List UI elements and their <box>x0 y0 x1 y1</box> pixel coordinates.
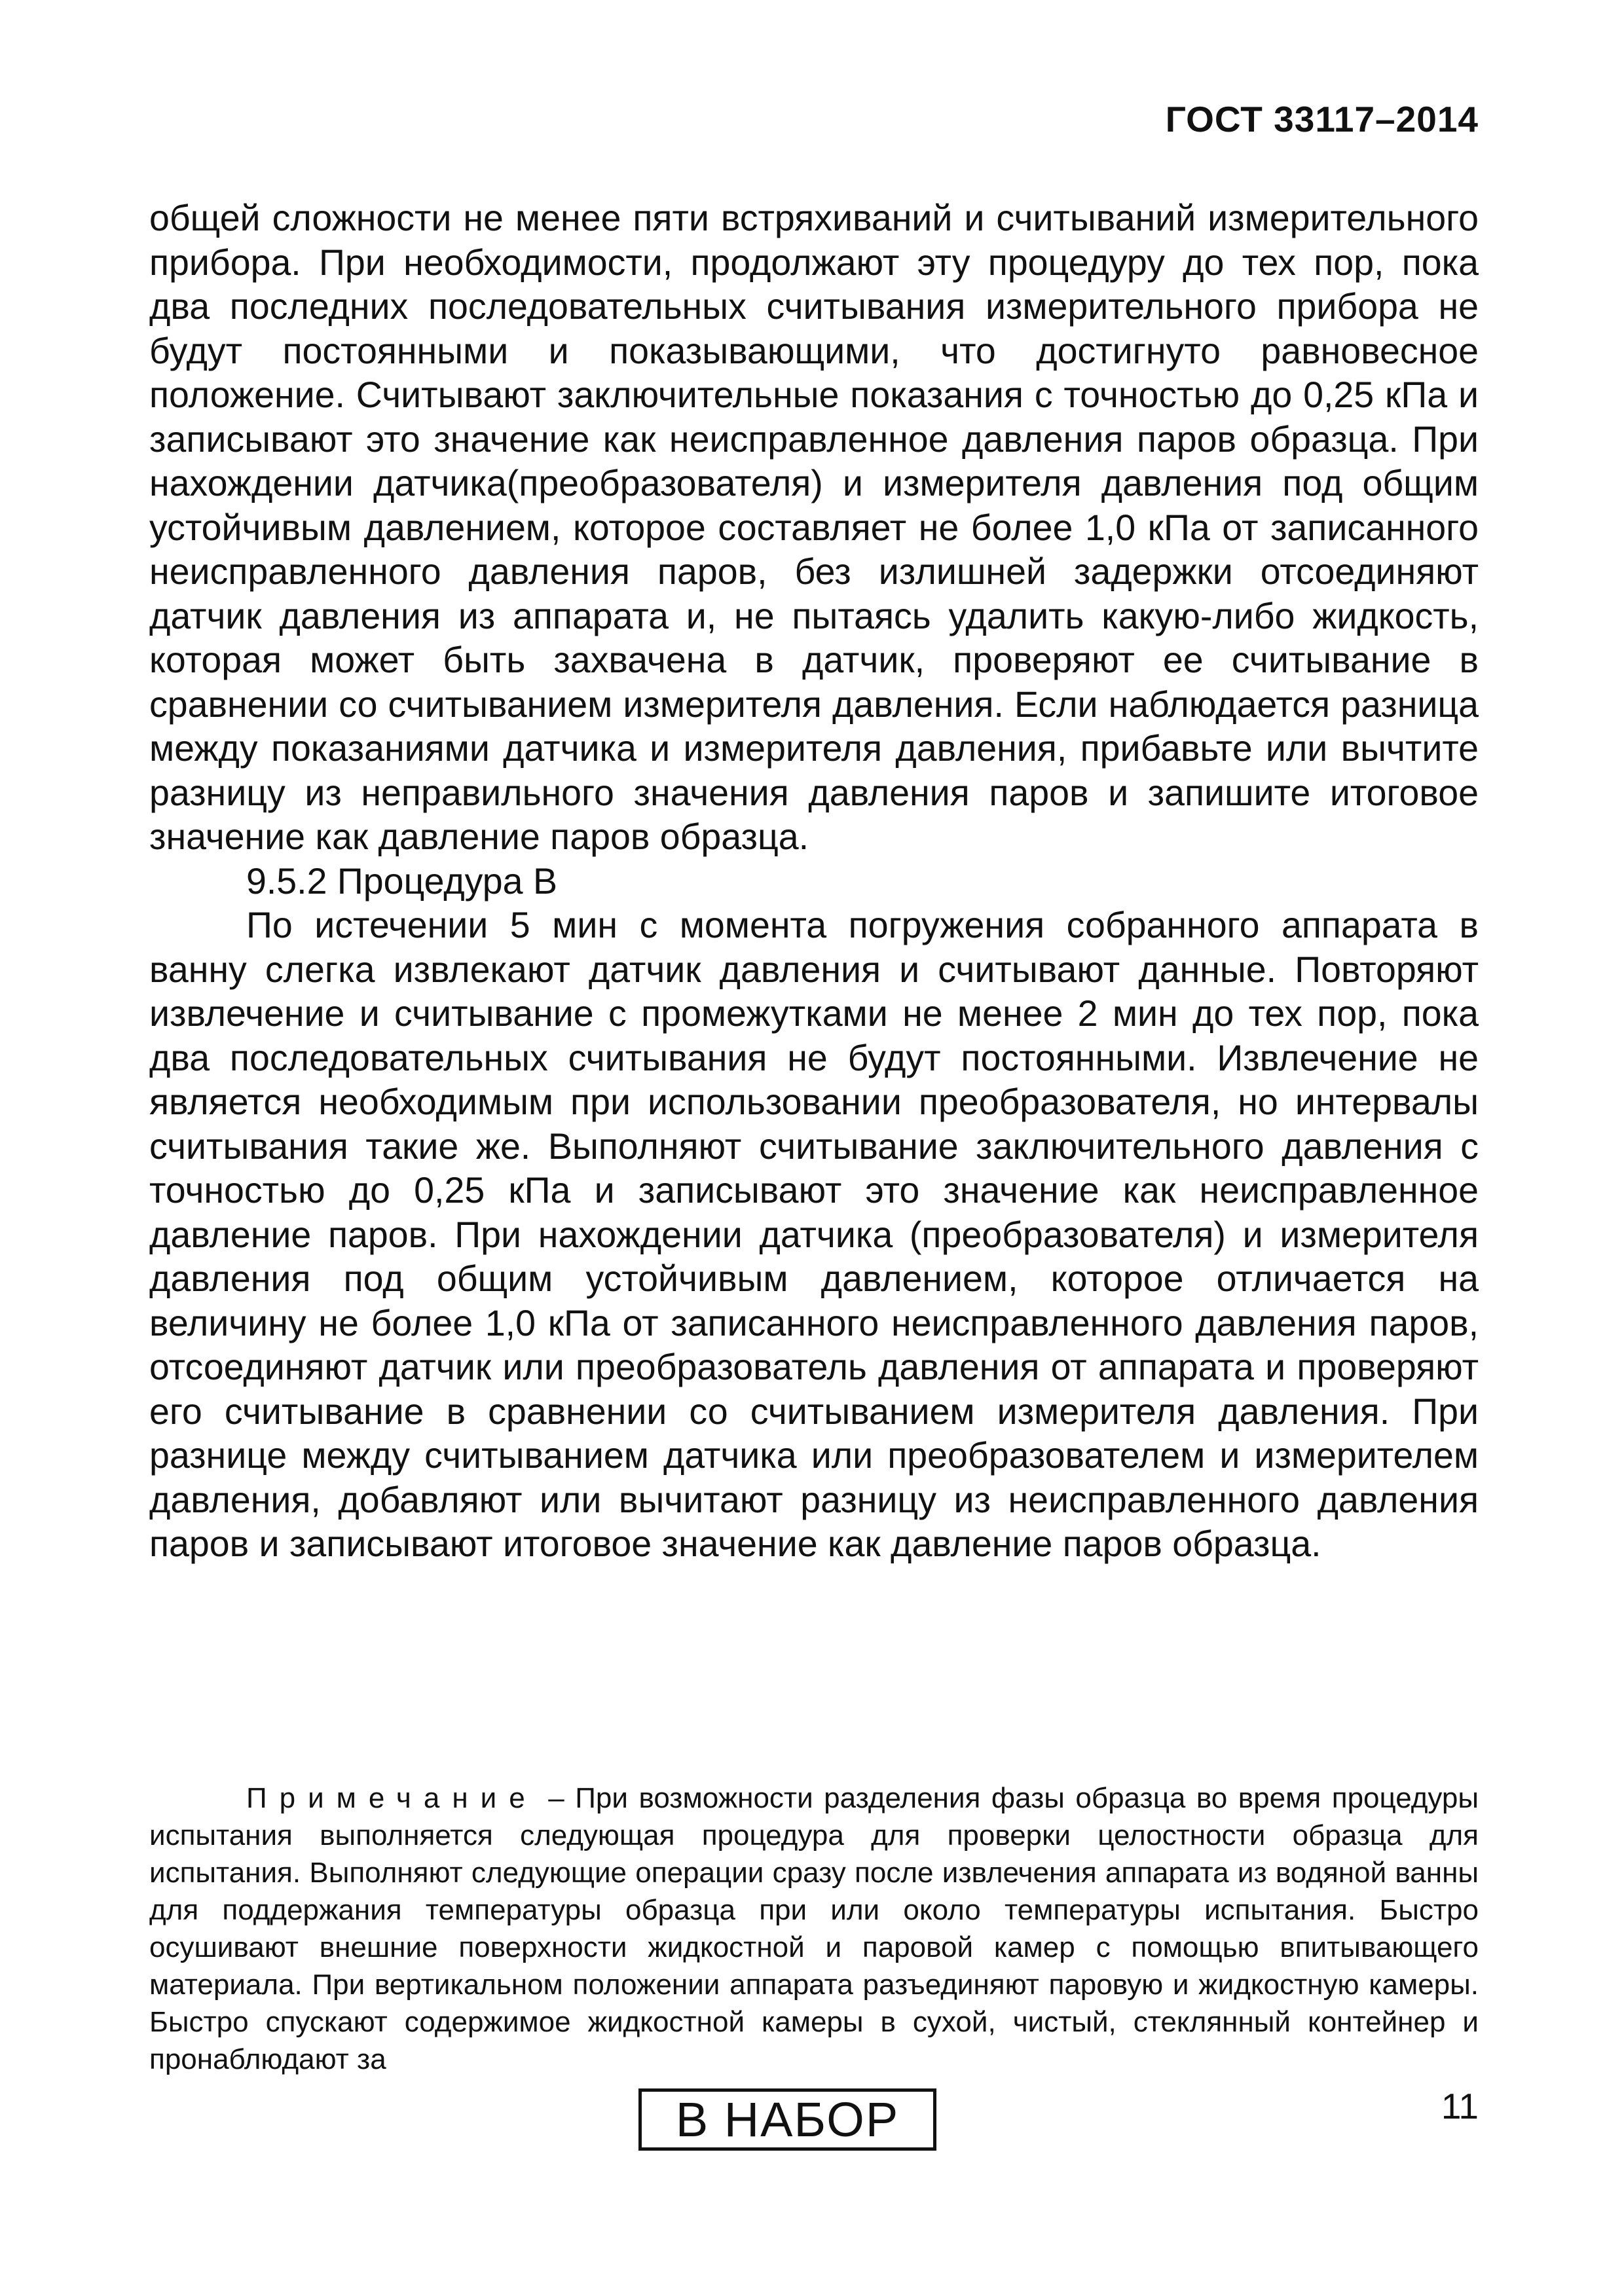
section-heading: 9.5.2 Процедура В <box>246 860 557 902</box>
stamp-box <box>638 2088 936 2151</box>
note-text: – При возможности разделения фазы образца во время процедуры испытания выполняется следующая процедура для проверки целостности образца для испытания. Выполняют следующие операции сразу после извлечения аппарата из водяной ванны для поддержания температуры образца при или около температуры испытания. Быстро осушивают внешние поверхности жидкостной и паровой камер с помощью впитывающего материала. При вертикальном положении аппарата разъединяют паровую и жидкостную камеры. Быстро спускают содержимое жидкостной камеры в сухой, чистый, стеклянный контейнер и пронаблюдают за <box>149 1782 1479 2075</box>
standard-id: ГОСТ 33117–2014 <box>1165 99 1479 139</box>
note-paragraph <box>149 1779 1479 2078</box>
paragraph-procedure-b: По истечении 5 мин с момента погружения собранного аппарата в ванну слегка извлекают датчик давления и считывают данные. Повторяют извлечение и считывание с промежутками не менее 2 мин до тех пор, пока два последовательных считывания не будут постоянными. Извлечение не является необходимым при использовании преобразователя, но интервалы считывания такие же. Выполняют считывание заключительного давления с точностью до 0,25 кПа и записывают это значение как неисправленное давление паров. При нахождении датчика (преобразователя) и измерителя давления под общим устойчивым давлением, которое отличается на величину не более 1,0 кПа от записанного неисправленного давления паров, отсоединяют датчик или преобразователь давления от аппарата и проверяют его считывание в сравнении со считыванием измерителя давления. При разнице между считыванием датчика или преобразователем и измерителем давления, добавляют или вычитают разницу из неисправленного давления паров и записывают итоговое значение как давление паров образца. <box>149 905 1479 1564</box>
main-text <box>149 196 1479 1567</box>
note-block <box>149 1779 1479 2078</box>
note-label: Примечание <box>246 1782 538 1814</box>
document-header <box>1166 98 1479 140</box>
paragraph-continuation: общей сложности не менее пяти встряхиваний и считываний измерительного прибора. При необходимости, продолжают эту процедуру до тех пор, пока два последних последовательных считывания измерительного прибора не будут постоянными и показывающими, что достигнуто равновесное положение. Считывают заключительные показания с точностью до 0,25 кПа и записывают это значение как неисправленное давления паров образца. При нахождении датчика(преобразователя) и измерителя давления под общим устойчивым давлением, которое составляет не более 1,0 кПа от записанного неисправленного давления паров, без излишней задержки отсоединяют датчик давления из аппарата и, не пытаясь удалить какую-либо жидкость, которая может быть захвачена в датчик, проверяют ее считывание в сравнении со считыванием измерителя давления. Если наблюдается разница между показаниями датчика и измерителя давления, прибавьте или вычтите разницу из неправильного значения давления паров и запишите итоговое значение как давление паров образца. <box>149 198 1479 857</box>
page-number: 11 <box>1441 2086 1479 2126</box>
stamp-label: В НАБОР <box>675 2092 900 2147</box>
